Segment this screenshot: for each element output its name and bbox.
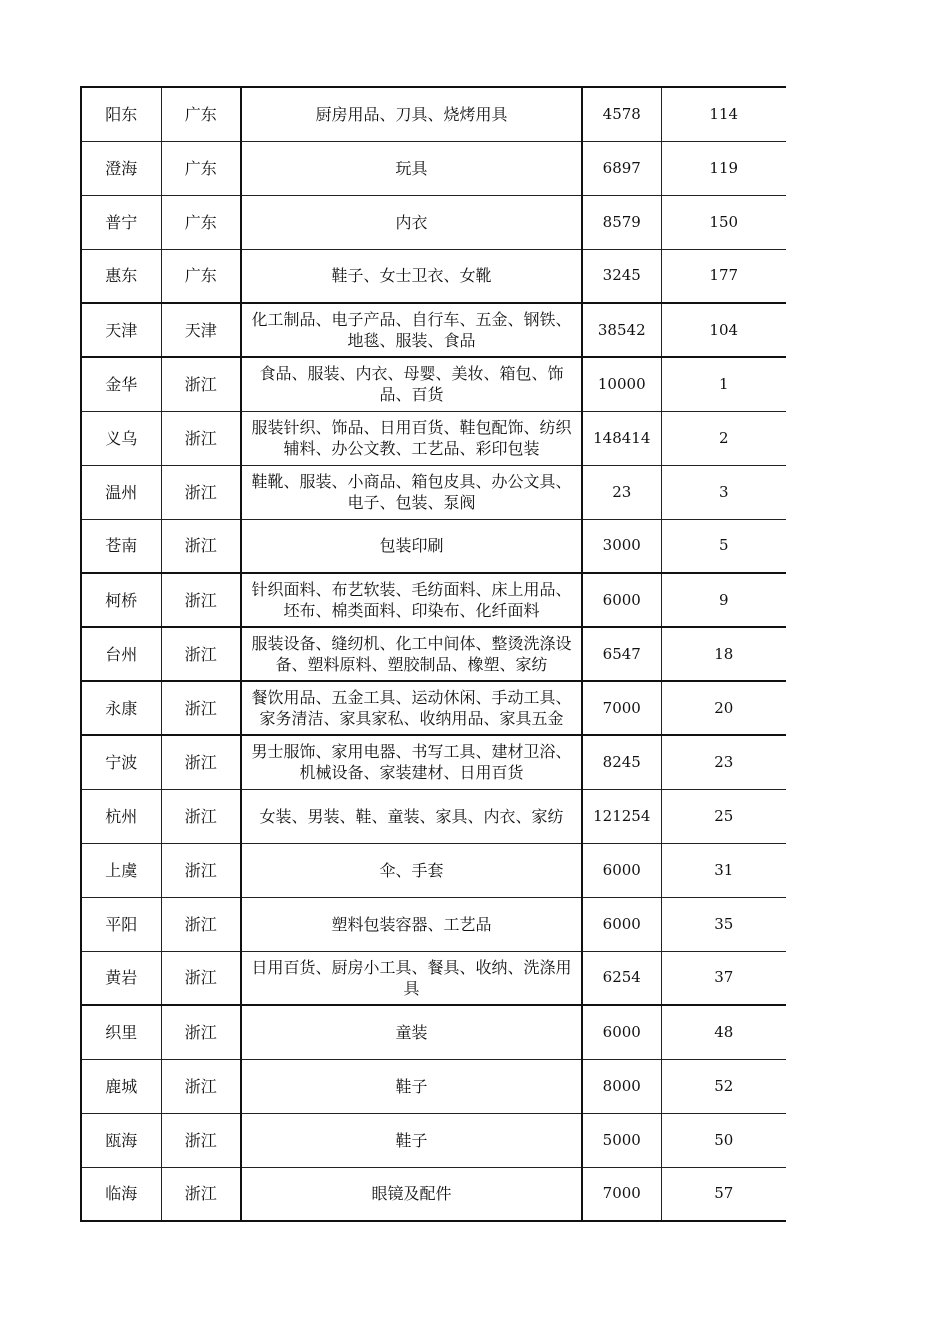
count-cell: 6000	[582, 843, 661, 897]
city-cell: 阳东	[81, 87, 161, 141]
count-cell: 7000	[582, 1167, 661, 1221]
rank-cell: 50	[661, 1113, 786, 1167]
city-cell: 义乌	[81, 411, 161, 465]
city-cell: 上虞	[81, 843, 161, 897]
products-cell: 日用百货、厨房小工具、餐具、收纳、洗涤用具	[241, 951, 582, 1005]
products-cell: 鞋子	[241, 1113, 582, 1167]
rank-cell: 23	[661, 735, 786, 789]
table-row	[81, 681, 786, 735]
province-cell: 广东	[161, 87, 241, 141]
count-cell: 6000	[582, 573, 661, 627]
products-cell: 鞋子、女士卫衣、女靴	[241, 249, 582, 303]
table-row	[81, 843, 786, 897]
table-row	[81, 1113, 786, 1167]
city-cell: 宁波	[81, 735, 161, 789]
province-cell: 浙江	[161, 843, 241, 897]
province-cell: 浙江	[161, 1113, 241, 1167]
city-cell: 澄海	[81, 141, 161, 195]
products-cell: 女装、男装、鞋、童装、家具、内衣、家纺	[241, 789, 582, 843]
province-cell: 浙江	[161, 1167, 241, 1221]
table-row	[81, 141, 786, 195]
rank-cell: 20	[661, 681, 786, 735]
count-cell: 121254	[582, 789, 661, 843]
rank-cell: 35	[661, 897, 786, 951]
products-cell: 针织面料、布艺软装、毛纺面料、床上用品、坯布、棉类面料、印染布、化纤面料	[241, 573, 582, 627]
table-row	[81, 1167, 786, 1221]
table-row	[81, 357, 786, 411]
city-cell: 苍南	[81, 519, 161, 573]
products-cell: 伞、手套	[241, 843, 582, 897]
rank-cell: 52	[661, 1059, 786, 1113]
city-cell: 永康	[81, 681, 161, 735]
rank-cell: 48	[661, 1005, 786, 1059]
products-cell: 鞋子	[241, 1059, 582, 1113]
rank-cell: 1	[661, 357, 786, 411]
products-cell: 鞋靴、服装、小商品、箱包皮具、办公文具、电子、包装、泵阀	[241, 465, 582, 519]
city-cell: 鹿城	[81, 1059, 161, 1113]
count-cell: 4578	[582, 87, 661, 141]
city-cell: 黄岩	[81, 951, 161, 1005]
province-cell: 广东	[161, 141, 241, 195]
table-row	[81, 249, 786, 303]
count-cell: 6547	[582, 627, 661, 681]
table-row	[81, 1059, 786, 1113]
products-cell: 厨房用品、刀具、烧烤用具	[241, 87, 582, 141]
count-cell: 7000	[582, 681, 661, 735]
province-cell: 天津	[161, 303, 241, 357]
spreadsheet	[80, 86, 786, 1222]
table-row	[81, 1005, 786, 1059]
rank-cell: 119	[661, 141, 786, 195]
products-cell: 服装针织、饰品、日用百货、鞋包配饰、纺织辅料、办公文教、工艺品、彩印包装	[241, 411, 582, 465]
count-cell: 3245	[582, 249, 661, 303]
city-cell: 杭州	[81, 789, 161, 843]
province-cell: 浙江	[161, 681, 241, 735]
table-row	[81, 951, 786, 1005]
rank-cell: 114	[661, 87, 786, 141]
count-cell: 6897	[582, 141, 661, 195]
table-row	[81, 411, 786, 465]
table-row	[81, 573, 786, 627]
rank-cell: 177	[661, 249, 786, 303]
table-row	[81, 87, 786, 141]
rank-cell: 104	[661, 303, 786, 357]
city-cell: 普宁	[81, 195, 161, 249]
city-cell: 台州	[81, 627, 161, 681]
products-cell: 服装设备、缝纫机、化工中间体、整烫洗涤设备、塑料原料、塑胶制品、橡塑、家纺	[241, 627, 582, 681]
rank-cell: 150	[661, 195, 786, 249]
rank-cell: 9	[661, 573, 786, 627]
count-cell: 38542	[582, 303, 661, 357]
table-row	[81, 519, 786, 573]
province-cell: 浙江	[161, 465, 241, 519]
products-cell: 食品、服装、内衣、母婴、美妆、箱包、饰品、百货	[241, 357, 582, 411]
table-body	[81, 87, 786, 1221]
products-cell: 塑料包装容器、工艺品	[241, 897, 582, 951]
count-cell: 6254	[582, 951, 661, 1005]
city-cell: 瓯海	[81, 1113, 161, 1167]
products-cell: 玩具	[241, 141, 582, 195]
city-cell: 织里	[81, 1005, 161, 1059]
province-cell: 广东	[161, 195, 241, 249]
rank-cell: 57	[661, 1167, 786, 1221]
province-cell: 浙江	[161, 1059, 241, 1113]
products-cell: 内衣	[241, 195, 582, 249]
count-cell: 23	[582, 465, 661, 519]
rank-cell: 37	[661, 951, 786, 1005]
city-cell: 平阳	[81, 897, 161, 951]
products-cell: 餐饮用品、五金工具、运动休闲、手动工具、家务清洁、家具家私、收纳用品、家具五金	[241, 681, 582, 735]
province-cell: 浙江	[161, 735, 241, 789]
province-cell: 浙江	[161, 789, 241, 843]
table-row	[81, 789, 786, 843]
products-cell: 化工制品、电子产品、自行车、五金、钢铁、地毯、服装、食品	[241, 303, 582, 357]
count-cell: 8245	[582, 735, 661, 789]
rank-cell: 18	[661, 627, 786, 681]
products-cell: 眼镜及配件	[241, 1167, 582, 1221]
city-cell: 惠东	[81, 249, 161, 303]
province-cell: 浙江	[161, 411, 241, 465]
province-cell: 浙江	[161, 1005, 241, 1059]
province-cell: 浙江	[161, 357, 241, 411]
count-cell: 6000	[582, 1005, 661, 1059]
count-cell: 8579	[582, 195, 661, 249]
count-cell: 8000	[582, 1059, 661, 1113]
province-cell: 浙江	[161, 951, 241, 1005]
count-cell: 5000	[582, 1113, 661, 1167]
table-row	[81, 465, 786, 519]
province-cell: 浙江	[161, 627, 241, 681]
city-cell: 天津	[81, 303, 161, 357]
table-row	[81, 735, 786, 789]
products-cell: 男士服饰、家用电器、书写工具、建材卫浴、机械设备、家装建材、日用百货	[241, 735, 582, 789]
rank-cell: 31	[661, 843, 786, 897]
city-cell: 金华	[81, 357, 161, 411]
table-row	[81, 627, 786, 681]
city-cell: 温州	[81, 465, 161, 519]
count-cell: 6000	[582, 897, 661, 951]
rank-cell: 2	[661, 411, 786, 465]
count-cell: 3000	[582, 519, 661, 573]
province-cell: 浙江	[161, 573, 241, 627]
table-row	[81, 897, 786, 951]
city-cell: 柯桥	[81, 573, 161, 627]
industry-belt-table	[80, 86, 786, 1222]
table-row	[81, 195, 786, 249]
rank-cell: 5	[661, 519, 786, 573]
products-cell: 包装印刷	[241, 519, 582, 573]
rank-cell: 25	[661, 789, 786, 843]
count-cell: 148414	[582, 411, 661, 465]
rank-cell: 3	[661, 465, 786, 519]
city-cell: 临海	[81, 1167, 161, 1221]
count-cell: 10000	[582, 357, 661, 411]
products-cell: 童装	[241, 1005, 582, 1059]
province-cell: 浙江	[161, 519, 241, 573]
table-row	[81, 303, 786, 357]
province-cell: 广东	[161, 249, 241, 303]
province-cell: 浙江	[161, 897, 241, 951]
